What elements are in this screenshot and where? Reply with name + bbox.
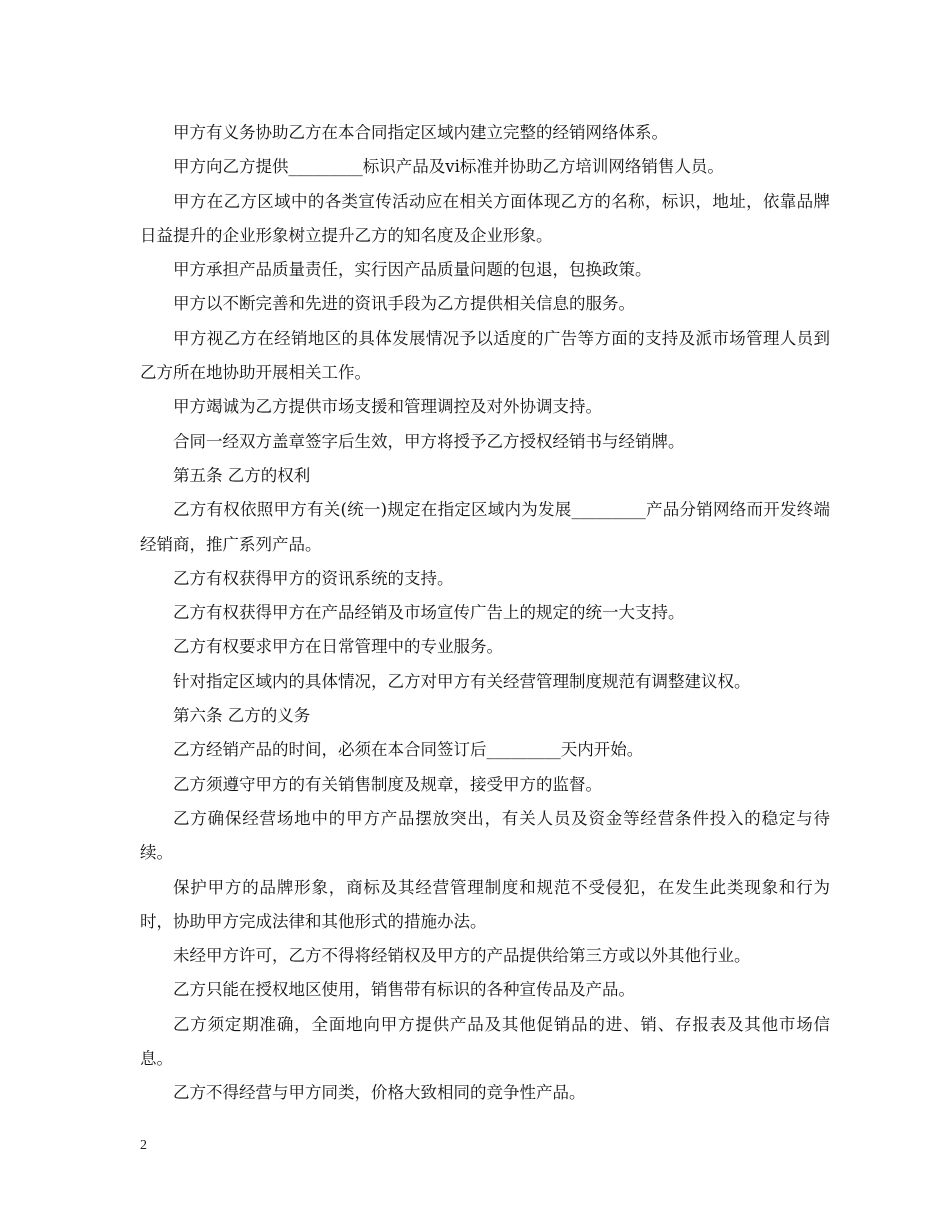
paragraph: 甲方在乙方区域中的各类宣传活动应在相关方面体现乙方的名称，标识，地址，依靠品牌日益提升的企业形象树立提升乙方的知名度及企业形象。 (140, 191, 830, 245)
document-body (140, 116, 830, 1111)
paragraph: 乙方须遵守甲方的有关销售制度及规章，接受甲方的监督。 (173, 774, 602, 794)
paragraph: 甲方有义务协助乙方在本合同指定区域内建立完整的经销网络体系。 (173, 123, 668, 142)
paragraph: 乙方确保经营场地中的甲方产品摆放突出，有关人员及资金等经营条件投入的稳定与待续。 (140, 808, 830, 863)
paragraph: 乙方须定期准确，全面地向甲方提供产品及其他促销品的进、销、存报表及其他市场信息。 (140, 1014, 830, 1069)
paragraph: 保护甲方的品牌形象，商标及其经营管理制度和规范不受侵犯，在发生此类现象和行为时，协助甲方完成法律和其他形式的措施办法。 (140, 877, 830, 931)
paragraph: 乙方只能在授权地区使用，销售带有标识的各种宣传品及产品。 (173, 980, 635, 1000)
section-heading: 第六条 乙方的义务 (173, 706, 311, 726)
paragraph: 甲方竭诚为乙方提供市场支援和管理调控及对外协调支持。 (173, 397, 602, 417)
paragraph: 甲方以不断完善和先进的资讯手段为乙方提供相关信息的服务。 (173, 294, 635, 314)
paragraph: 乙方有权获得甲方在产品经销及市场宣传广告上的规定的统一大支持。 (173, 603, 685, 623)
paragraph: 甲方向乙方提供_________标识产品及vi标准并协助乙方培训网络销售人员。 (173, 157, 724, 177)
paragraph: 乙方经销产品的时间，必须在本合同签订后_________天内开始。 (173, 740, 644, 760)
paragraph: 甲方视乙方在经销地区的具体发展情况予以适度的广告等方面的支持及派市场管理人员到乙方所在地协助开展相关工作。 (140, 328, 830, 383)
paragraph: 乙方不得经营与甲方同类，价格大致相同的竞争性产品。 (173, 1083, 586, 1103)
paragraph: 乙方有权要求甲方在日常管理中的专业服务。 (173, 637, 503, 657)
section-heading: 第五条 乙方的权利 (173, 465, 311, 485)
paragraph: 乙方有权依照甲方有关(统一)规定在指定区域内为发展_________产品分销网络而开发终端经销商，推广系列产品。 (140, 500, 830, 554)
paragraph: 未经甲方许可，乙方不得将经销权及甲方的产品提供给第三方或以外其他行业。 (173, 946, 751, 966)
paragraph: 甲方承担产品质量责任，实行因产品质量问题的包退，包换政策。 (173, 260, 652, 280)
paragraph: 合同一经双方盖章签字后生效，甲方将授予乙方授权经销书与经销牌。 (173, 431, 685, 451)
page-number: 2 (140, 1138, 147, 1153)
paragraph: 乙方有权获得甲方的资讯系统的支持。 (173, 568, 454, 588)
paragraph: 针对指定区域内的具体情况，乙方对甲方有关经营管理制度规范有调整建议权。 (173, 671, 751, 691)
